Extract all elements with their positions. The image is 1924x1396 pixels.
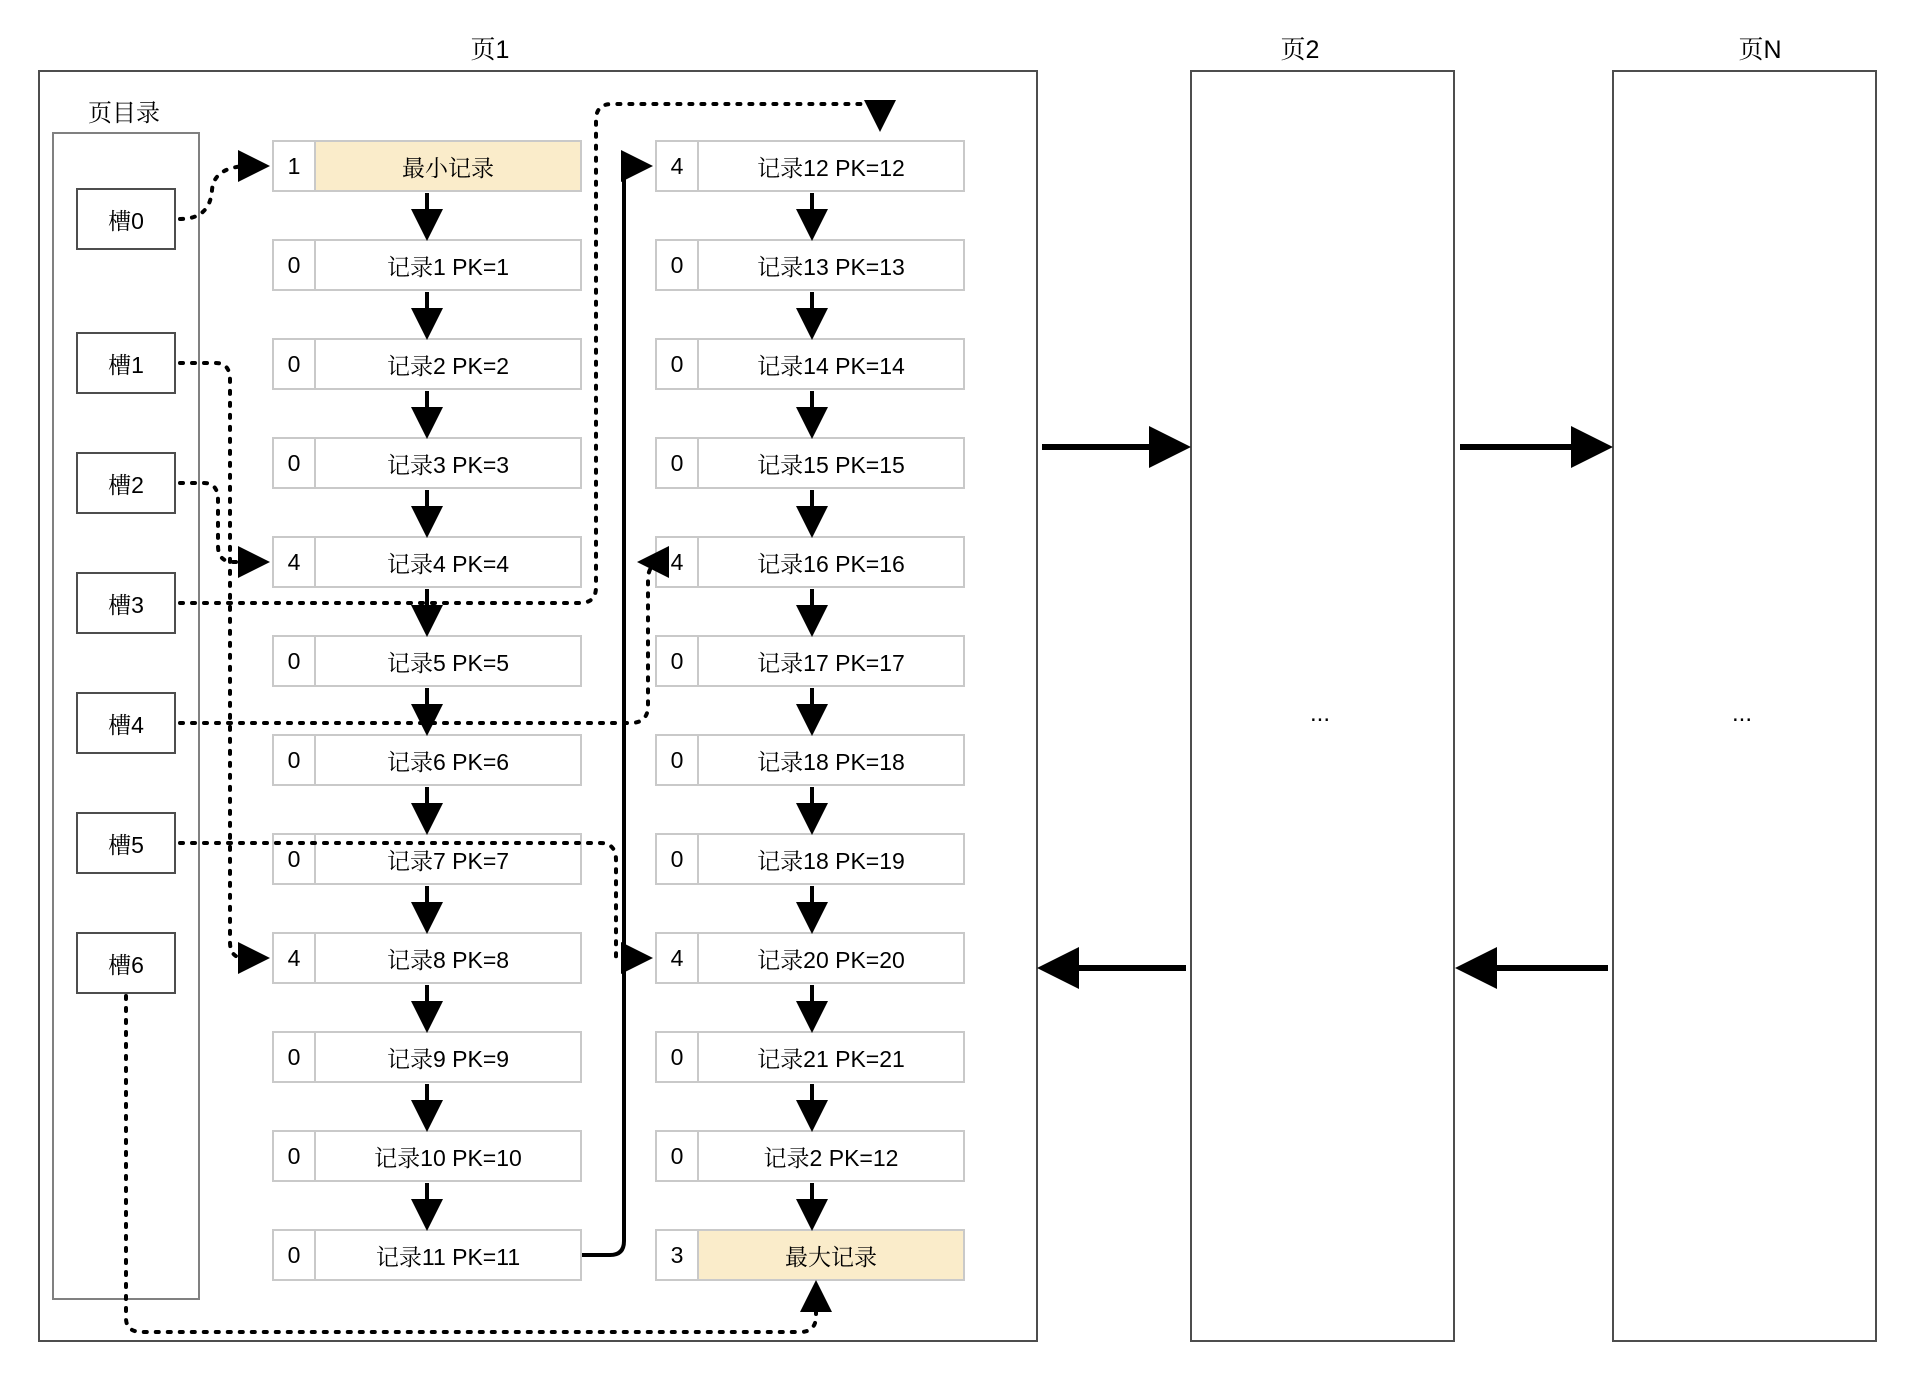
record-left-1-num: 0 <box>272 239 316 291</box>
record-right-7-text: 记录18 PK=19 <box>699 833 965 885</box>
record-left-4 <box>272 536 582 588</box>
record-right-6 <box>655 734 965 786</box>
record-left-6-num: 0 <box>272 734 316 786</box>
page-title-1: 页1 <box>470 36 510 64</box>
record-left-10 <box>272 1130 582 1182</box>
record-left-9-text: 记录9 PK=9 <box>316 1031 582 1083</box>
record-left-6 <box>272 734 582 786</box>
record-left-3-num: 0 <box>272 437 316 489</box>
slot-4-label: 槽4 <box>108 711 144 738</box>
slot-1-label: 槽1 <box>108 351 144 378</box>
record-left-0-text: 最小记录 <box>316 140 582 192</box>
record-right-1-text: 记录13 PK=13 <box>699 239 965 291</box>
record-left-6-text: 记录6 PK=6 <box>316 734 582 786</box>
record-right-7-num: 0 <box>655 833 699 885</box>
record-right-0 <box>655 140 965 192</box>
record-left-9-num: 0 <box>272 1031 316 1083</box>
record-left-5 <box>272 635 582 687</box>
record-left-1-text: 记录1 PK=1 <box>316 239 582 291</box>
record-left-1 <box>272 239 582 291</box>
slot-6 <box>76 932 176 994</box>
record-left-7-text: 记录7 PK=7 <box>316 833 582 885</box>
record-right-10-text: 记录2 PK=12 <box>699 1130 965 1182</box>
record-right-9-text: 记录21 PK=21 <box>699 1031 965 1083</box>
record-left-7 <box>272 833 582 885</box>
record-left-5-num: 0 <box>272 635 316 687</box>
record-left-8-text: 记录8 PK=8 <box>316 932 582 984</box>
record-right-1-num: 0 <box>655 239 699 291</box>
record-left-8-num: 4 <box>272 932 316 984</box>
record-right-4-text: 记录16 PK=16 <box>699 536 965 588</box>
record-right-9 <box>655 1031 965 1083</box>
record-right-8-text: 记录20 PK=20 <box>699 932 965 984</box>
record-right-6-text: 记录18 PK=18 <box>699 734 965 786</box>
record-left-9 <box>272 1031 582 1083</box>
record-right-11-text: 最大记录 <box>699 1229 965 1281</box>
record-right-0-num: 4 <box>655 140 699 192</box>
record-right-5-num: 0 <box>655 635 699 687</box>
record-left-5-text: 记录5 PK=5 <box>316 635 582 687</box>
page-2-ellipsis: ... <box>1310 700 1331 727</box>
page-title-n: 页N <box>1738 36 1782 64</box>
record-left-4-num: 4 <box>272 536 316 588</box>
record-left-10-text: 记录10 PK=10 <box>316 1130 582 1182</box>
slot-1 <box>76 332 176 394</box>
record-right-2-text: 记录14 PK=14 <box>699 338 965 390</box>
record-right-8 <box>655 932 965 984</box>
slot-3 <box>76 572 176 634</box>
record-left-2 <box>272 338 582 390</box>
record-right-9-num: 0 <box>655 1031 699 1083</box>
record-right-2-num: 0 <box>655 338 699 390</box>
record-left-0 <box>272 140 582 192</box>
record-right-4 <box>655 536 965 588</box>
record-right-10 <box>655 1130 965 1182</box>
record-left-7-num: 0 <box>272 833 316 885</box>
record-left-3 <box>272 437 582 489</box>
record-left-11 <box>272 1229 582 1281</box>
record-right-6-num: 0 <box>655 734 699 786</box>
slot-2 <box>76 452 176 514</box>
record-right-2 <box>655 338 965 390</box>
record-right-10-num: 0 <box>655 1130 699 1182</box>
record-right-11 <box>655 1229 965 1281</box>
slot-5 <box>76 812 176 874</box>
record-right-0-text: 记录12 PK=12 <box>699 140 965 192</box>
slot-5-label: 槽5 <box>108 831 144 858</box>
record-left-4-text: 记录4 PK=4 <box>316 536 582 588</box>
slot-6-label: 槽6 <box>108 951 144 978</box>
record-left-10-num: 0 <box>272 1130 316 1182</box>
record-right-8-num: 4 <box>655 932 699 984</box>
record-left-8 <box>272 932 582 984</box>
record-left-2-num: 0 <box>272 338 316 390</box>
record-left-2-text: 记录2 PK=2 <box>316 338 582 390</box>
record-right-1 <box>655 239 965 291</box>
slot-0-label: 槽0 <box>108 207 144 234</box>
record-left-3-text: 记录3 PK=3 <box>316 437 582 489</box>
slot-2-label: 槽2 <box>108 471 144 498</box>
record-right-3-num: 0 <box>655 437 699 489</box>
page-n-ellipsis: ... <box>1732 700 1753 727</box>
record-right-11-num: 3 <box>655 1229 699 1281</box>
record-left-0-num: 1 <box>272 140 316 192</box>
slot-0 <box>76 188 176 250</box>
record-right-5-text: 记录17 PK=17 <box>699 635 965 687</box>
record-left-11-text: 记录11 PK=11 <box>316 1229 582 1281</box>
record-right-4-num: 4 <box>655 536 699 588</box>
record-right-3 <box>655 437 965 489</box>
record-right-5 <box>655 635 965 687</box>
record-right-7 <box>655 833 965 885</box>
record-right-3-text: 记录15 PK=15 <box>699 437 965 489</box>
record-left-11-num: 0 <box>272 1229 316 1281</box>
slot-4 <box>76 692 176 754</box>
page-title-2: 页2 <box>1280 36 1320 64</box>
page-directory-title: 页目录 <box>88 100 160 127</box>
slot-3-label: 槽3 <box>108 591 144 618</box>
